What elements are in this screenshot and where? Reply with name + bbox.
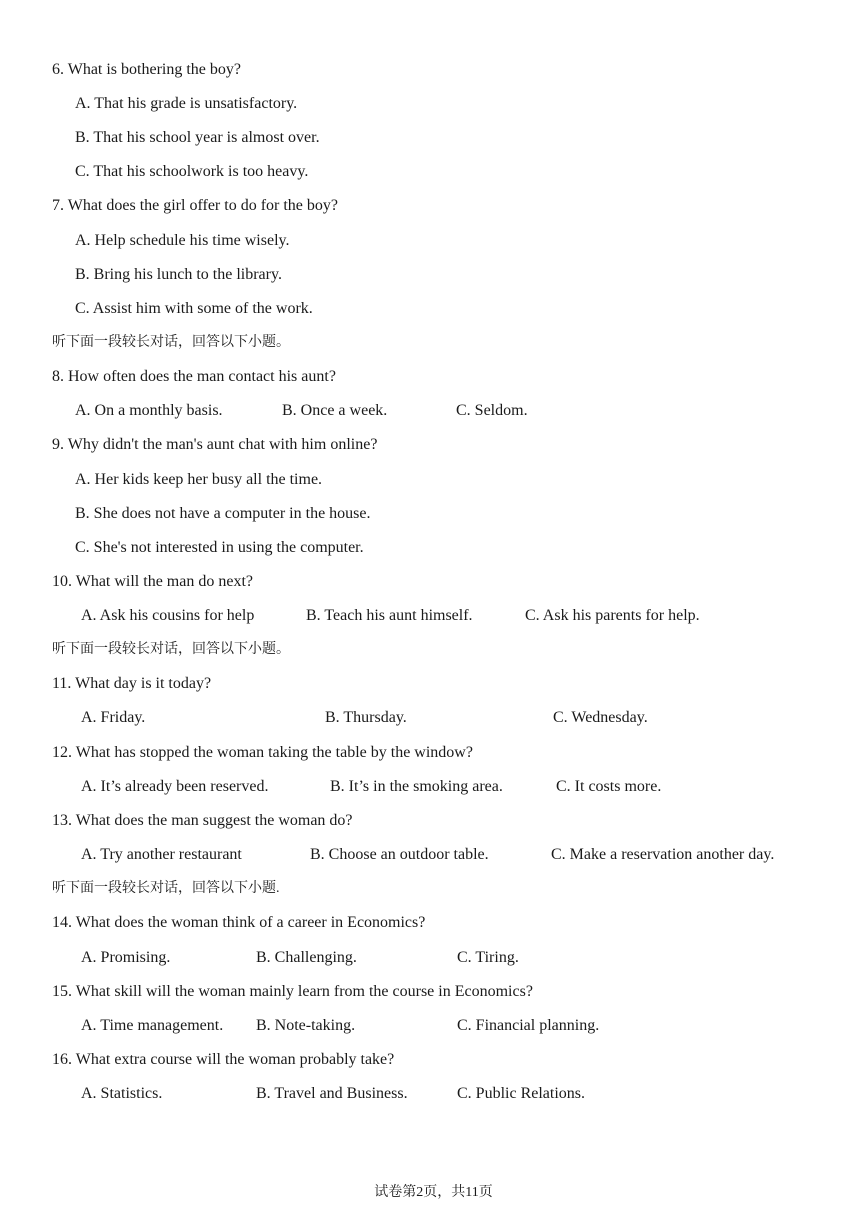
question-16: 16. What extra course will the woman probably take? xyxy=(52,1051,395,1068)
page-footer: 试卷第2页，共11页 xyxy=(374,1185,493,1200)
option-8b: B. Once a week. xyxy=(282,402,388,419)
option-16c: C. Public Relations. xyxy=(457,1085,585,1102)
option-13b: B. Choose an outdoor table. xyxy=(310,846,489,863)
question-9: 9. Why didn't the man's aunt chat with him online? xyxy=(52,436,378,453)
option-9a: A. Her kids keep her busy all the time. xyxy=(75,471,323,488)
option-10a: A. Ask his cousins for help xyxy=(81,607,255,624)
question-12: 12. What has stopped the woman taking the table by the window? xyxy=(52,744,473,761)
question-8: 8. How often does the man contact his aunt? xyxy=(52,368,336,385)
option-10b: B. Teach his aunt himself. xyxy=(306,607,473,624)
question-14: 14. What does the woman think of a career in Economics? xyxy=(52,914,426,931)
option-13c: C. Make a reservation another day. xyxy=(551,846,775,863)
question-6: 6. What is bothering the boy? xyxy=(52,61,241,78)
question-10: 10. What will the man do next? xyxy=(52,573,253,590)
option-14c: C. Tiring. xyxy=(457,949,519,966)
question-13: 13. What does the man suggest the woman do? xyxy=(52,812,353,829)
option-6b: B. That his school year is almost over. xyxy=(75,129,320,146)
option-16b: B. Travel and Business. xyxy=(256,1085,408,1102)
option-12c: C. It costs more. xyxy=(556,778,662,795)
instruction-1: 听下面一段较长对话，回答以下小题。 xyxy=(52,335,290,350)
question-11: 11. What day is it today? xyxy=(52,675,212,692)
option-14b: B. Challenging. xyxy=(256,949,357,966)
option-7c: C. Assist him with some of the work. xyxy=(75,300,313,317)
option-12a: A. It’s already been reserved. xyxy=(81,778,269,795)
option-8c: C. Seldom. xyxy=(456,402,528,419)
option-15c: C. Financial planning. xyxy=(457,1017,600,1034)
option-11c: C. Wednesday. xyxy=(553,709,648,726)
question-7: 7. What does the girl offer to do for the boy? xyxy=(52,197,338,214)
option-9b: B. She does not have a computer in the house. xyxy=(75,505,371,522)
option-12b: B. It’s in the smoking area. xyxy=(330,778,503,795)
option-7b: B. Bring his lunch to the library. xyxy=(75,266,282,283)
option-10c: C. Ask his parents for help. xyxy=(525,607,700,624)
option-13a: A. Try another restaurant xyxy=(81,846,242,863)
question-15: 15. What skill will the woman mainly learn from the course in Economics? xyxy=(52,983,533,1000)
option-6a: A. That his grade is unsatisfactory. xyxy=(75,95,298,112)
option-15a: A. Time management. xyxy=(81,1017,224,1034)
option-16a: A. Statistics. xyxy=(81,1085,163,1102)
option-15b: B. Note-taking. xyxy=(256,1017,356,1034)
option-9c: C. She's not interested in using the computer. xyxy=(75,539,364,556)
option-11a: A. Friday. xyxy=(81,709,146,726)
instruction-3: 听下面一段较长对话，回答以下小题. xyxy=(52,881,280,896)
option-6c: C. That his schoolwork is too heavy. xyxy=(75,163,309,180)
option-14a: A. Promising. xyxy=(81,949,171,966)
option-8a: A. On a monthly basis. xyxy=(75,402,223,419)
instruction-2: 听下面一段较长对话，回答以下小题。 xyxy=(52,642,290,657)
option-11b: B. Thursday. xyxy=(325,709,407,726)
option-7a: A. Help schedule his time wisely. xyxy=(75,232,290,249)
